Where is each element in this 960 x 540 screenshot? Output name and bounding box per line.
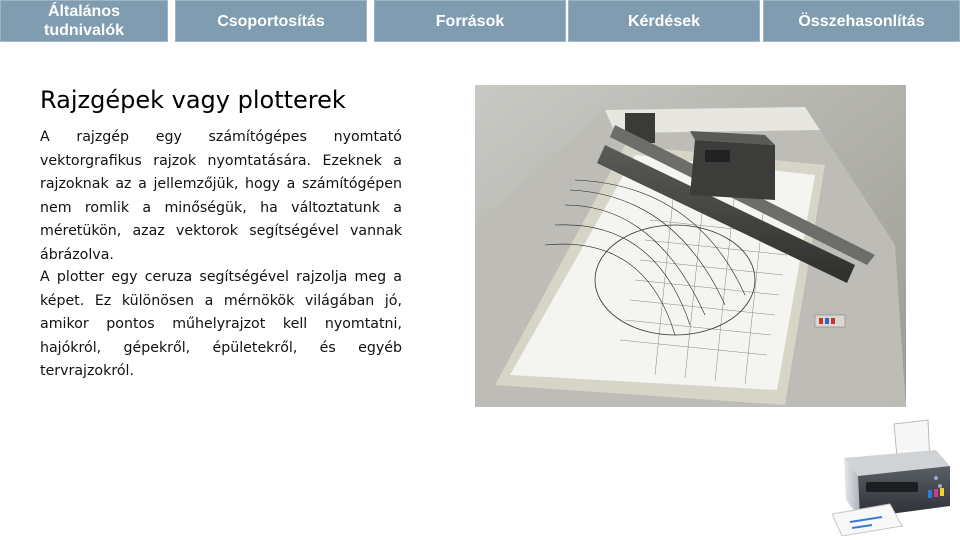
- tab-forrasok[interactable]: [374, 0, 566, 42]
- tab-csoportositas[interactable]: [175, 0, 367, 42]
- tab-label: Kérdések: [627, 12, 701, 30]
- page-title: Rajzgépek vagy plotterek: [40, 86, 346, 114]
- tab-osszehasonlitas[interactable]: [763, 0, 960, 42]
- paragraph-rajzgep: A rajzgép egy számítógépes nyomtató vektorgrafikus rajzok nyomtatására. Ezeknek a rajzoknak az a jellemzőjük, hogy a számítógépen nem romlik a minőségük, ha változtatunk a méretükön, azaz vektorok segítségével vannak ábrázolva.: [40, 129, 402, 263]
- paragraph-plotter: A plotter egy ceruza segítségével rajzolja meg a képet. Ez különösen a mérnökök világában jó, amikor pontos műhelyrajzot kell nyomtatni, hajókról, gépekről, épületekről, és egyéb tervrajzokról.: [40, 269, 402, 379]
- tab-label: Általános tudnivalók: [43, 3, 124, 39]
- tab-label: Csoportosítás: [217, 12, 325, 30]
- tab-label: Források: [435, 12, 505, 30]
- printer-icon: [832, 418, 954, 536]
- tab-altalanos-tudnivalok[interactable]: [0, 0, 168, 42]
- plotter-photo: [475, 85, 906, 407]
- tab-kerdesek[interactable]: [568, 0, 760, 42]
- top-navigation: [0, 0, 960, 44]
- tab-label: Összehasonlítás: [798, 12, 925, 30]
